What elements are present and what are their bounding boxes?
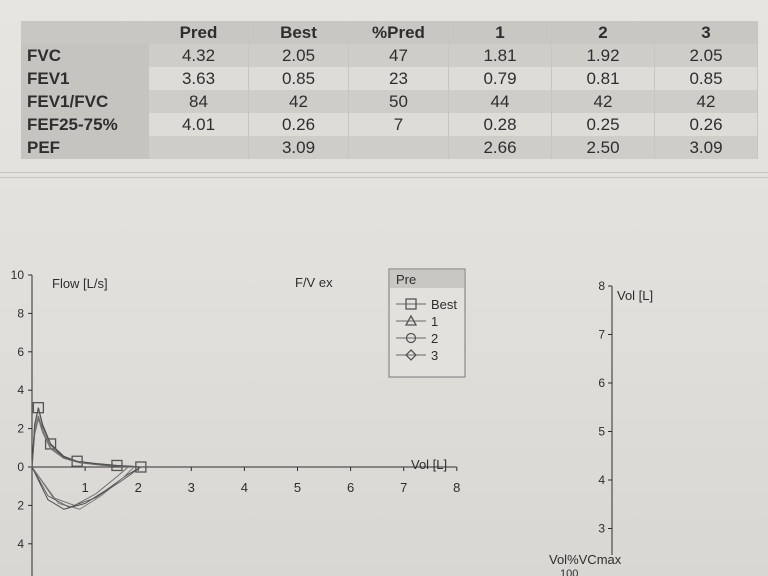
legend-label: 2 bbox=[431, 331, 439, 346]
row-label: FVC bbox=[21, 44, 149, 67]
vol-y-tick-label: 4 bbox=[598, 473, 605, 487]
cell-trial-3: 2.05 bbox=[655, 44, 758, 67]
cell-trial-2: 42 bbox=[552, 90, 655, 113]
vol-bottom-label: 100 bbox=[560, 568, 579, 576]
cell-pred: 4.01 bbox=[149, 113, 249, 136]
header-blank bbox=[21, 21, 149, 44]
header-trial-2: 2 bbox=[552, 21, 655, 44]
table-row bbox=[21, 90, 758, 113]
legend-label: 3 bbox=[431, 348, 439, 363]
cell-trial-1: 44 bbox=[449, 90, 552, 113]
x-tick-label: 7 bbox=[400, 480, 408, 495]
legend-label: 1 bbox=[431, 314, 439, 329]
y-tick-label: 2 bbox=[17, 498, 24, 513]
cell-trial-2: 0.81 bbox=[552, 67, 655, 90]
cell-best: 0.26 bbox=[249, 113, 349, 136]
header-pred: Pred bbox=[149, 21, 249, 44]
volume-plot bbox=[549, 279, 653, 576]
x-tick-label: 2 bbox=[134, 480, 142, 495]
x-tick-label: 1 bbox=[81, 480, 89, 495]
table-header-row bbox=[21, 21, 758, 44]
vol-y-axis-label: Vol [L] bbox=[617, 288, 654, 303]
cell-trial-2: 2.50 bbox=[552, 136, 655, 159]
series-group bbox=[32, 403, 146, 510]
header-trial-3: 3 bbox=[655, 21, 758, 44]
cell-pred: 84 bbox=[149, 90, 249, 113]
vol-y-tick-label: 6 bbox=[598, 376, 605, 390]
cell-best: 3.09 bbox=[249, 136, 349, 159]
vol-y-tick-label: 5 bbox=[598, 424, 605, 439]
table-row bbox=[21, 44, 758, 67]
cell-trial-2: 1.92 bbox=[552, 44, 655, 67]
cell-trial-1: 0.79 bbox=[449, 67, 552, 90]
table-row bbox=[21, 67, 758, 90]
header-pct-pred: %Pred bbox=[349, 21, 449, 44]
y-tick-label: 4 bbox=[17, 383, 24, 398]
x-axis-label: Vol [L] bbox=[411, 457, 448, 472]
y-tick-label: 6 bbox=[17, 344, 24, 359]
table-row bbox=[21, 136, 758, 159]
vol-y-tick-label: 8 bbox=[598, 279, 605, 293]
cell-pct: 47 bbox=[349, 44, 449, 67]
chart-title: F/V ex bbox=[295, 275, 333, 290]
cell-pct: 50 bbox=[349, 90, 449, 113]
flow-volume-chart bbox=[0, 255, 768, 576]
flow-volume-plot bbox=[11, 268, 465, 576]
cell-best: 42 bbox=[249, 90, 349, 113]
header-trial-1: 1 bbox=[449, 21, 552, 44]
legend bbox=[389, 269, 465, 377]
y-tick-label: 4 bbox=[17, 536, 24, 551]
y-tick-label: 8 bbox=[17, 306, 24, 321]
x-tick-label: 3 bbox=[187, 480, 195, 495]
row-label: FEF25-75% bbox=[21, 113, 149, 136]
cell-trial-3: 0.85 bbox=[655, 67, 758, 90]
cell-trial-3: 3.09 bbox=[655, 136, 758, 159]
cell-best: 0.85 bbox=[249, 67, 349, 90]
vol-y-tick-label: 7 bbox=[598, 327, 605, 342]
cell-pred bbox=[149, 136, 249, 159]
header-best: Best bbox=[249, 21, 349, 44]
x-tick-label: 6 bbox=[346, 480, 355, 495]
page-divider bbox=[0, 177, 768, 178]
table-row bbox=[21, 113, 758, 136]
y-tick-label: 0 bbox=[17, 460, 24, 474]
row-label: FEV1/FVC bbox=[21, 90, 149, 113]
vol-y-tick-label: 3 bbox=[598, 521, 605, 536]
row-label: PEF bbox=[21, 136, 149, 159]
series-best bbox=[32, 403, 146, 510]
cell-trial-1: 1.81 bbox=[449, 44, 552, 67]
cell-trial-3: 42 bbox=[655, 90, 758, 113]
vol-x-axis-label: Vol%VCmax bbox=[549, 552, 622, 567]
y-tick-label: 2 bbox=[17, 421, 24, 436]
cell-pct: 23 bbox=[349, 67, 449, 90]
cell-trial-2: 0.25 bbox=[552, 113, 655, 136]
cell-trial-1: 2.66 bbox=[449, 136, 552, 159]
legend-title: Pre bbox=[396, 272, 417, 287]
cell-pct bbox=[349, 136, 449, 159]
page-divider bbox=[0, 172, 768, 173]
cell-best: 2.05 bbox=[249, 44, 349, 67]
vol-axes bbox=[598, 279, 612, 555]
cell-pred: 3.63 bbox=[149, 67, 249, 90]
results-table bbox=[21, 21, 758, 159]
x-tick-label: 8 bbox=[453, 480, 461, 495]
expiratory-line bbox=[32, 419, 134, 467]
x-tick-label: 4 bbox=[240, 480, 249, 495]
y-tick-label: 10 bbox=[10, 268, 24, 282]
cell-trial-3: 0.26 bbox=[655, 113, 758, 136]
cell-pct: 7 bbox=[349, 113, 449, 136]
series-2 bbox=[32, 419, 134, 509]
y-axis-label: Flow [L/s] bbox=[52, 276, 108, 291]
cell-pred: 4.32 bbox=[149, 44, 249, 67]
legend-label: Best bbox=[431, 297, 458, 312]
expiratory-line bbox=[32, 408, 141, 467]
x-tick-label: 5 bbox=[293, 480, 302, 495]
row-label: FEV1 bbox=[21, 67, 149, 90]
cell-trial-1: 0.28 bbox=[449, 113, 552, 136]
